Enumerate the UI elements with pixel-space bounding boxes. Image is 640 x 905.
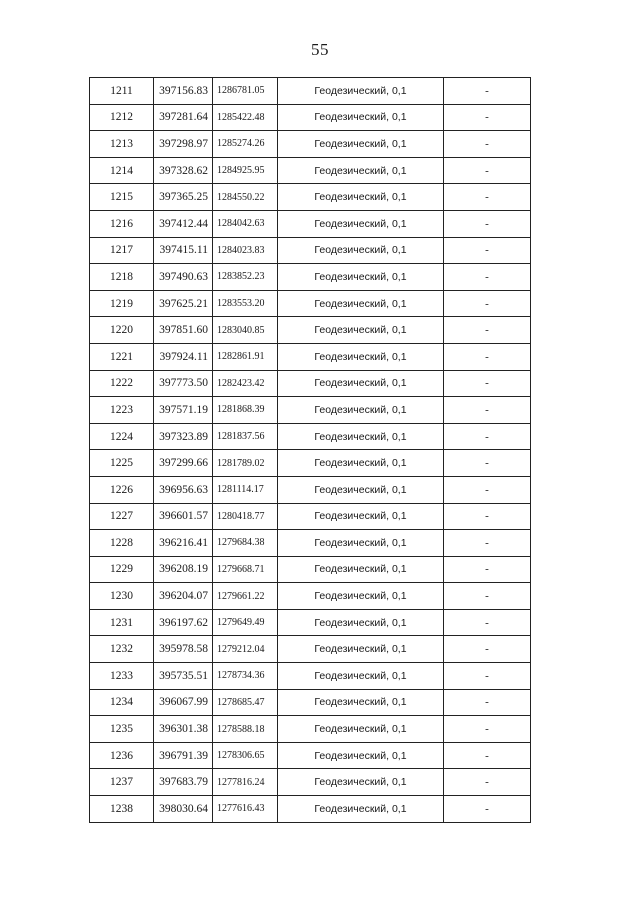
method-accuracy-cell: Геодезический, 0,1 bbox=[278, 237, 444, 264]
point-number-cell: 1214 bbox=[90, 157, 154, 184]
table-row bbox=[90, 689, 531, 716]
point-number-cell: 1226 bbox=[90, 476, 154, 503]
point-number-cell: 1231 bbox=[90, 609, 154, 636]
point-number-cell: 1218 bbox=[90, 264, 154, 291]
method-accuracy-cell: Геодезический, 0,1 bbox=[278, 689, 444, 716]
method-accuracy-cell: Геодезический, 0,1 bbox=[278, 663, 444, 690]
description-cell: - bbox=[444, 556, 531, 583]
table-row bbox=[90, 716, 531, 743]
table-row bbox=[90, 184, 531, 211]
x-coordinate-cell: 396197.62 bbox=[154, 609, 213, 636]
table-row bbox=[90, 397, 531, 424]
table-row bbox=[90, 556, 531, 583]
method-accuracy-cell: Геодезический, 0,1 bbox=[278, 343, 444, 370]
description-cell: - bbox=[444, 769, 531, 796]
y-coordinate-cell: 1278734.36 bbox=[213, 663, 278, 690]
method-accuracy-cell: Геодезический, 0,1 bbox=[278, 769, 444, 796]
description-cell: - bbox=[444, 317, 531, 344]
table-row bbox=[90, 78, 531, 105]
x-coordinate-cell: 397773.50 bbox=[154, 370, 213, 397]
method-accuracy-cell: Геодезический, 0,1 bbox=[278, 796, 444, 823]
point-number-cell: 1232 bbox=[90, 636, 154, 663]
table-row bbox=[90, 583, 531, 610]
table-row bbox=[90, 370, 531, 397]
y-coordinate-cell: 1281789.02 bbox=[213, 450, 278, 477]
description-cell: - bbox=[444, 237, 531, 264]
table-row bbox=[90, 317, 531, 344]
x-coordinate-cell: 396601.57 bbox=[154, 503, 213, 530]
y-coordinate-cell: 1279684.38 bbox=[213, 530, 278, 557]
y-coordinate-cell: 1277616.43 bbox=[213, 796, 278, 823]
table-row bbox=[90, 157, 531, 184]
table-row bbox=[90, 131, 531, 158]
y-coordinate-cell: 1284023.83 bbox=[213, 237, 278, 264]
x-coordinate-cell: 397299.66 bbox=[154, 450, 213, 477]
x-coordinate-cell: 397490.63 bbox=[154, 264, 213, 291]
y-coordinate-cell: 1283040.85 bbox=[213, 317, 278, 344]
x-coordinate-cell: 397323.89 bbox=[154, 423, 213, 450]
method-accuracy-cell: Геодезический, 0,1 bbox=[278, 503, 444, 530]
table-row bbox=[90, 450, 531, 477]
point-number-cell: 1216 bbox=[90, 210, 154, 237]
point-number-cell: 1237 bbox=[90, 769, 154, 796]
y-coordinate-cell: 1284925.95 bbox=[213, 157, 278, 184]
description-cell: - bbox=[444, 450, 531, 477]
method-accuracy-cell: Геодезический, 0,1 bbox=[278, 104, 444, 131]
point-number-cell: 1222 bbox=[90, 370, 154, 397]
y-coordinate-cell: 1285274.26 bbox=[213, 131, 278, 158]
y-coordinate-cell: 1282861.91 bbox=[213, 343, 278, 370]
table-row bbox=[90, 796, 531, 823]
y-coordinate-cell: 1281114.17 bbox=[213, 476, 278, 503]
point-number-cell: 1228 bbox=[90, 530, 154, 557]
point-number-cell: 1217 bbox=[90, 237, 154, 264]
x-coordinate-cell: 397415.11 bbox=[154, 237, 213, 264]
description-cell: - bbox=[444, 184, 531, 211]
table-row bbox=[90, 663, 531, 690]
method-accuracy-cell: Геодезический, 0,1 bbox=[278, 157, 444, 184]
x-coordinate-cell: 395978.58 bbox=[154, 636, 213, 663]
method-accuracy-cell: Геодезический, 0,1 bbox=[278, 210, 444, 237]
table-row bbox=[90, 237, 531, 264]
description-cell: - bbox=[444, 343, 531, 370]
y-coordinate-cell: 1278306.65 bbox=[213, 742, 278, 769]
point-number-cell: 1233 bbox=[90, 663, 154, 690]
point-number-cell: 1227 bbox=[90, 503, 154, 530]
point-number-cell: 1229 bbox=[90, 556, 154, 583]
table-row bbox=[90, 530, 531, 557]
description-cell: - bbox=[444, 503, 531, 530]
y-coordinate-cell: 1284550.22 bbox=[213, 184, 278, 211]
point-number-cell: 1235 bbox=[90, 716, 154, 743]
x-coordinate-cell: 397365.25 bbox=[154, 184, 213, 211]
description-cell: - bbox=[444, 636, 531, 663]
x-coordinate-cell: 396067.99 bbox=[154, 689, 213, 716]
description-cell: - bbox=[444, 530, 531, 557]
y-coordinate-cell: 1278588.18 bbox=[213, 716, 278, 743]
description-cell: - bbox=[444, 583, 531, 610]
description-cell: - bbox=[444, 476, 531, 503]
y-coordinate-cell: 1279661.22 bbox=[213, 583, 278, 610]
method-accuracy-cell: Геодезический, 0,1 bbox=[278, 184, 444, 211]
description-cell: - bbox=[444, 689, 531, 716]
x-coordinate-cell: 397683.79 bbox=[154, 769, 213, 796]
method-accuracy-cell: Геодезический, 0,1 bbox=[278, 476, 444, 503]
x-coordinate-cell: 398030.64 bbox=[154, 796, 213, 823]
x-coordinate-cell: 396791.39 bbox=[154, 742, 213, 769]
table-row bbox=[90, 210, 531, 237]
description-cell: - bbox=[444, 104, 531, 131]
description-cell: - bbox=[444, 742, 531, 769]
point-number-cell: 1213 bbox=[90, 131, 154, 158]
method-accuracy-cell: Геодезический, 0,1 bbox=[278, 609, 444, 636]
x-coordinate-cell: 397571.19 bbox=[154, 397, 213, 424]
page-number: 55 bbox=[311, 40, 329, 59]
table-row bbox=[90, 264, 531, 291]
x-coordinate-cell: 397851.60 bbox=[154, 317, 213, 344]
point-number-cell: 1223 bbox=[90, 397, 154, 424]
method-accuracy-cell: Геодезический, 0,1 bbox=[278, 636, 444, 663]
method-accuracy-cell: Геодезический, 0,1 bbox=[278, 450, 444, 477]
method-accuracy-cell: Геодезический, 0,1 bbox=[278, 290, 444, 317]
coordinates-table-body bbox=[90, 78, 531, 823]
method-accuracy-cell: Геодезический, 0,1 bbox=[278, 317, 444, 344]
point-number-cell: 1215 bbox=[90, 184, 154, 211]
table-row bbox=[90, 742, 531, 769]
description-cell: - bbox=[444, 290, 531, 317]
description-cell: - bbox=[444, 78, 531, 105]
table-row bbox=[90, 343, 531, 370]
coordinates-table bbox=[89, 77, 531, 823]
x-coordinate-cell: 396216.41 bbox=[154, 530, 213, 557]
description-cell: - bbox=[444, 716, 531, 743]
y-coordinate-cell: 1281837.56 bbox=[213, 423, 278, 450]
y-coordinate-cell: 1282423.42 bbox=[213, 370, 278, 397]
y-coordinate-cell: 1285422.48 bbox=[213, 104, 278, 131]
y-coordinate-cell: 1280418.77 bbox=[213, 503, 278, 530]
x-coordinate-cell: 397924.11 bbox=[154, 343, 213, 370]
method-accuracy-cell: Геодезический, 0,1 bbox=[278, 716, 444, 743]
method-accuracy-cell: Геодезический, 0,1 bbox=[278, 370, 444, 397]
y-coordinate-cell: 1284042.63 bbox=[213, 210, 278, 237]
point-number-cell: 1219 bbox=[90, 290, 154, 317]
table-row bbox=[90, 104, 531, 131]
x-coordinate-cell: 397328.62 bbox=[154, 157, 213, 184]
method-accuracy-cell: Геодезический, 0,1 bbox=[278, 264, 444, 291]
x-coordinate-cell: 397412.44 bbox=[154, 210, 213, 237]
x-coordinate-cell: 397625.21 bbox=[154, 290, 213, 317]
description-cell: - bbox=[444, 131, 531, 158]
x-coordinate-cell: 396204.07 bbox=[154, 583, 213, 610]
table-row bbox=[90, 503, 531, 530]
table-row bbox=[90, 769, 531, 796]
point-number-cell: 1224 bbox=[90, 423, 154, 450]
method-accuracy-cell: Геодезический, 0,1 bbox=[278, 423, 444, 450]
point-number-cell: 1236 bbox=[90, 742, 154, 769]
method-accuracy-cell: Геодезический, 0,1 bbox=[278, 78, 444, 105]
table-row bbox=[90, 290, 531, 317]
description-cell: - bbox=[444, 210, 531, 237]
y-coordinate-cell: 1286781.05 bbox=[213, 78, 278, 105]
description-cell: - bbox=[444, 157, 531, 184]
x-coordinate-cell: 397281.64 bbox=[154, 104, 213, 131]
x-coordinate-cell: 396956.63 bbox=[154, 476, 213, 503]
method-accuracy-cell: Геодезический, 0,1 bbox=[278, 397, 444, 424]
description-cell: - bbox=[444, 796, 531, 823]
y-coordinate-cell: 1283553.20 bbox=[213, 290, 278, 317]
y-coordinate-cell: 1279212.04 bbox=[213, 636, 278, 663]
description-cell: - bbox=[444, 264, 531, 291]
point-number-cell: 1220 bbox=[90, 317, 154, 344]
y-coordinate-cell: 1279668.71 bbox=[213, 556, 278, 583]
description-cell: - bbox=[444, 370, 531, 397]
y-coordinate-cell: 1279649.49 bbox=[213, 609, 278, 636]
x-coordinate-cell: 395735.51 bbox=[154, 663, 213, 690]
point-number-cell: 1212 bbox=[90, 104, 154, 131]
table-row bbox=[90, 476, 531, 503]
x-coordinate-cell: 397156.83 bbox=[154, 78, 213, 105]
table-row bbox=[90, 609, 531, 636]
description-cell: - bbox=[444, 609, 531, 636]
description-cell: - bbox=[444, 397, 531, 424]
y-coordinate-cell: 1278685.47 bbox=[213, 689, 278, 716]
point-number-cell: 1234 bbox=[90, 689, 154, 716]
x-coordinate-cell: 397298.97 bbox=[154, 131, 213, 158]
method-accuracy-cell: Геодезический, 0,1 bbox=[278, 131, 444, 158]
method-accuracy-cell: Геодезический, 0,1 bbox=[278, 742, 444, 769]
point-number-cell: 1225 bbox=[90, 450, 154, 477]
point-number-cell: 1211 bbox=[90, 78, 154, 105]
method-accuracy-cell: Геодезический, 0,1 bbox=[278, 583, 444, 610]
point-number-cell: 1238 bbox=[90, 796, 154, 823]
description-cell: - bbox=[444, 663, 531, 690]
y-coordinate-cell: 1281868.39 bbox=[213, 397, 278, 424]
method-accuracy-cell: Геодезический, 0,1 bbox=[278, 530, 444, 557]
point-number-cell: 1230 bbox=[90, 583, 154, 610]
table-row bbox=[90, 423, 531, 450]
point-number-cell: 1221 bbox=[90, 343, 154, 370]
x-coordinate-cell: 396301.38 bbox=[154, 716, 213, 743]
x-coordinate-cell: 396208.19 bbox=[154, 556, 213, 583]
y-coordinate-cell: 1277816.24 bbox=[213, 769, 278, 796]
method-accuracy-cell: Геодезический, 0,1 bbox=[278, 556, 444, 583]
description-cell: - bbox=[444, 423, 531, 450]
table-row bbox=[90, 636, 531, 663]
y-coordinate-cell: 1283852.23 bbox=[213, 264, 278, 291]
